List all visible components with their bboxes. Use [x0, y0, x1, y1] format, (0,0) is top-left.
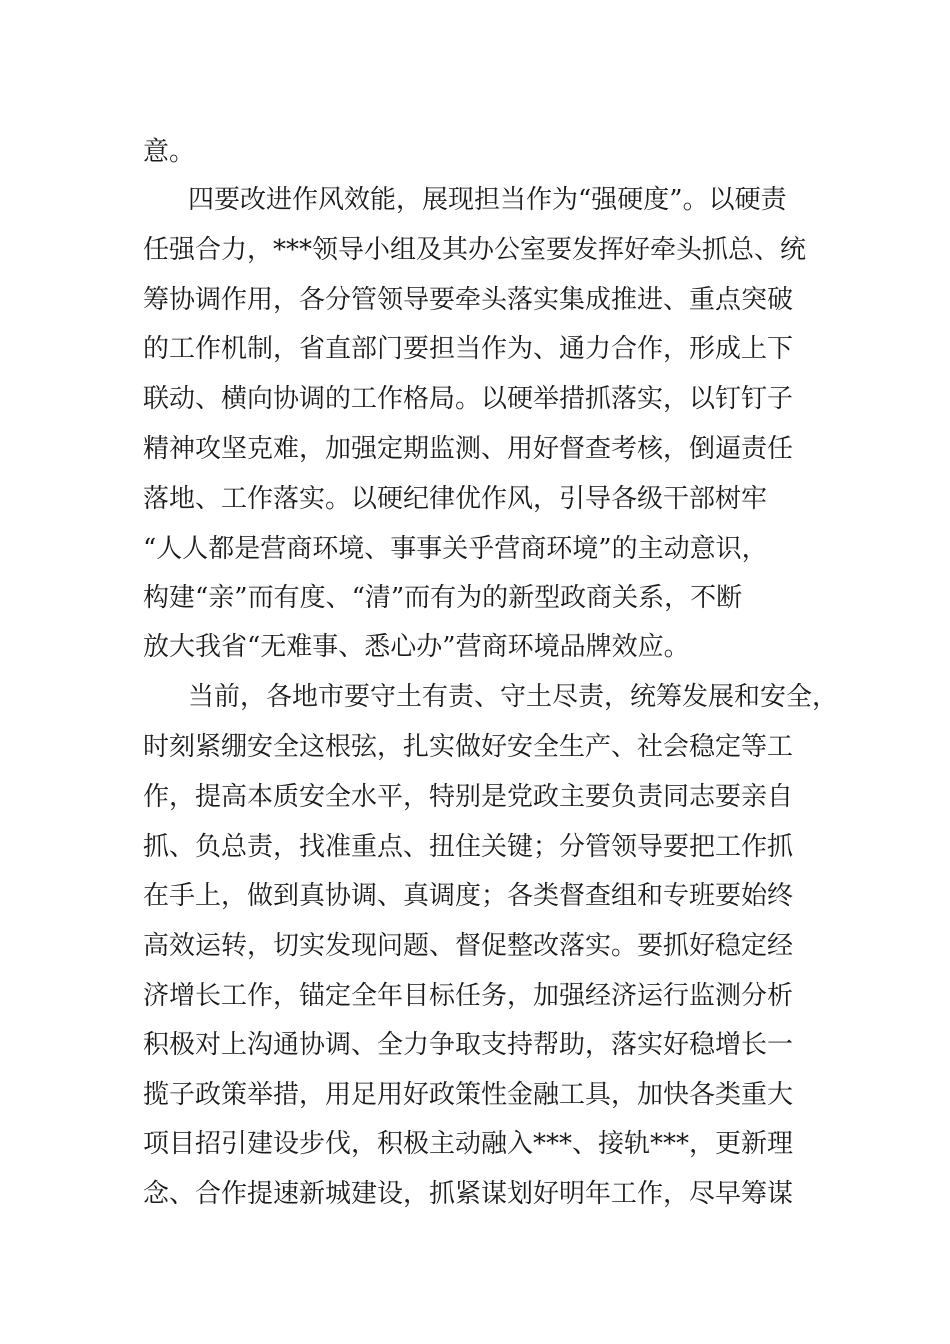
text-line: 精神攻坚克难，加强定期监测、用好督查考核，倒逼责任 [143, 434, 794, 464]
text-line: 作，提高本质安全水平，特别是党政主要负责同志要亲自 [143, 782, 794, 812]
text-line: 时刻紧绷安全这根弦，扎实做好安全生产、社会稳定等工 [143, 732, 794, 762]
text-line: 落地、工作落实。以硬纪律优作风，引导各级干部树牢 [143, 484, 768, 514]
text-line: 抓、负总责，找准重点、扭住关键；分管领导要把工作抓 [143, 832, 794, 862]
paragraph-first-line: 四要改进作风效能，展现担当作为“强硬度”。以硬责 [188, 185, 787, 215]
text-line: 高效运转，切实发现问题、督促整改落实。要抓好稳定经 [143, 931, 794, 961]
text-line: “人人都是营商环境、事事关乎营商环境”的主动意识， [143, 534, 768, 564]
text-line: 积极对上沟通协调、全力争取支持帮助，落实好稳增长一 [143, 1030, 794, 1060]
text-line: 的工作机制，省直部门要担当作为、通力合作，形成上下 [143, 334, 794, 364]
text-line: 任强合力，***领导小组及其办公室要发挥好牵头抓总、统 [143, 235, 807, 265]
text-line: 揽子政策举措，用足用好政策性金融工具，加快各类重大 [143, 1080, 794, 1110]
text-line: 放大我省“无难事、悉心办”营商环境品牌效应。 [143, 632, 690, 662]
paragraph-first-line: 当前，各地市要守土有责、守土尽责，统筹发展和安全， [188, 682, 839, 712]
text-line: 意。 [143, 137, 196, 167]
text-line: 在手上，做到真协调、真调度；各类督查组和专班要始终 [143, 881, 794, 911]
text-line: 济增长工作，锚定全年目标任务，加强经济运行监测分析 [143, 981, 794, 1011]
text-line: 项目招引建设步伐，积极主动融入***、接轨***，更新理 [143, 1129, 794, 1159]
text-line: 构建“亲”而有度、“清”而有为的新型政商关系，不断 [143, 583, 743, 613]
text-line: 联动、横向协调的工作格局。以硬举措抓落实，以钉钉子 [143, 384, 794, 414]
text-line: 念、合作提速新城建设，抓紧谋划好明年工作，尽早筹谋 [143, 1179, 794, 1209]
text-line: 筹协调作用，各分管领导要牵头落实集成推进、重点突破 [143, 285, 794, 315]
